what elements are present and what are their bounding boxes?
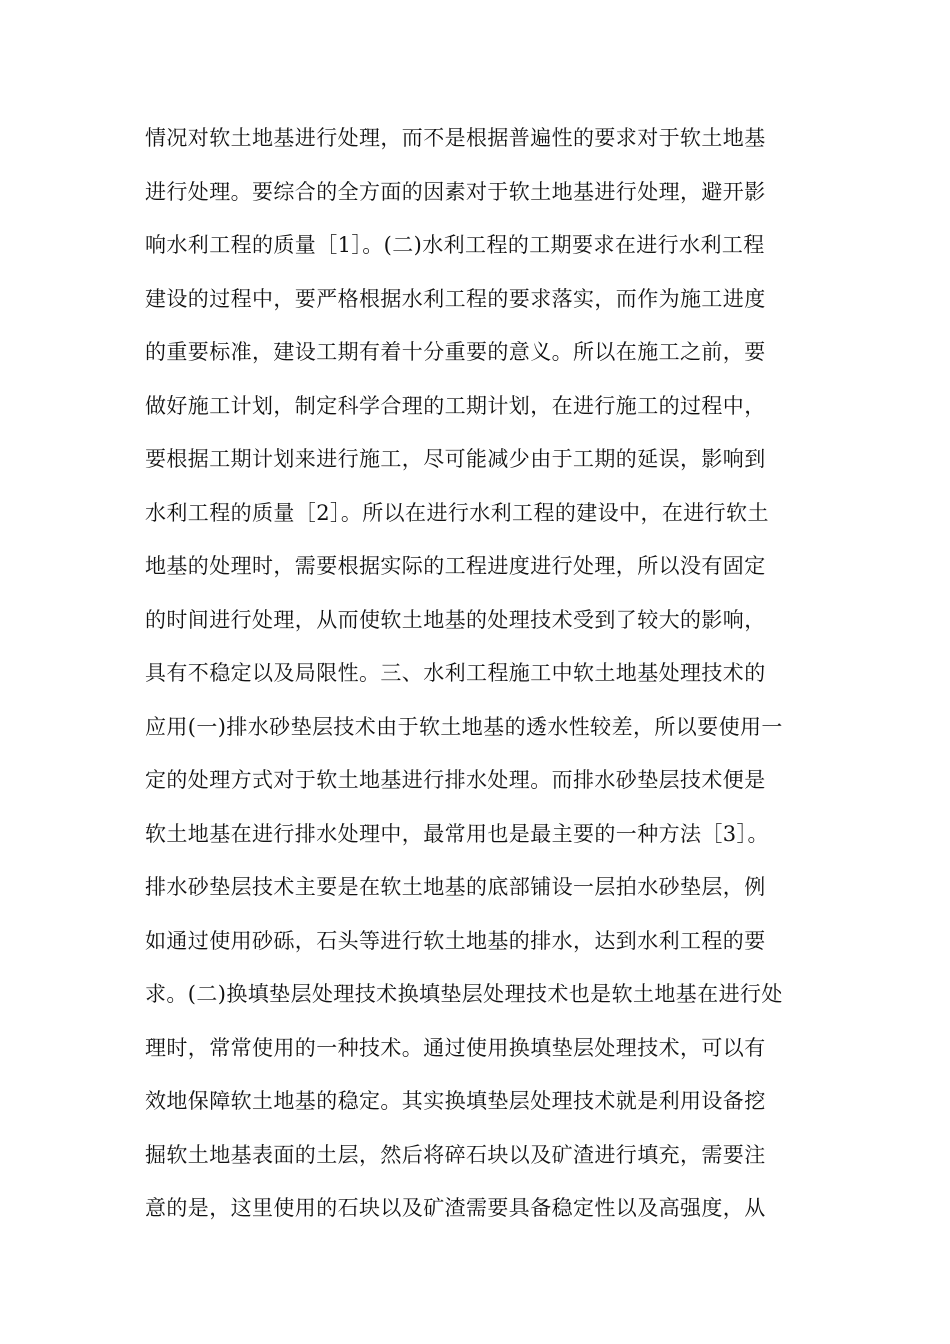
text-line: 做好施工计划，制定科学合理的工期计划，在进行施工的过程中， bbox=[145, 393, 766, 418]
text-line: 情况对软土地基进行处理，而不是根据普遍性的要求对于软土地基 bbox=[145, 126, 766, 150]
text-line: 掘软土地基表面的土层，然后将碎石块以及矿渣进行填充，需要注 bbox=[145, 1142, 766, 1167]
text-line: 如通过使用砂砾，石头等进行软土地基的排水，达到水利工程的要 bbox=[145, 928, 766, 953]
text-line: 地基的处理时，需要根据实际的工程进度进行处理，所以没有固定 bbox=[145, 554, 766, 578]
text-line: 响水利工程的质量［1］。(二)水利工程的工期要求在进行水利工程 bbox=[145, 233, 765, 257]
text-line: 水利工程的质量［2］。所以在进行水利工程的建设中，在进行软土 bbox=[145, 500, 769, 525]
text-line: 应用(一)排水砂垫层技术由于软土地基的透水性较差，所以要使用一 bbox=[145, 714, 783, 739]
text-line: 建设的过程中，要严格根据水利工程的要求落实，而作为施工进度 bbox=[145, 286, 766, 311]
text-line: 意的是，这里使用的石块以及矿渣需要具备稳定性以及高强度，从 bbox=[145, 1196, 766, 1220]
body-text bbox=[145, 112, 825, 1236]
text-line: 具有不稳定以及局限性。三、水利工程施工中软土地基处理技术的 bbox=[145, 661, 766, 685]
text-line: 排水砂垫层技术主要是在软土地基的底部铺设一层拍水砂垫层，例 bbox=[145, 875, 766, 899]
text-line: 效地保障软土地基的稳定。其实换填垫层处理技术就是利用设备挖 bbox=[145, 1089, 766, 1113]
text-line: 理时，常常使用的一种技术。通过使用换填垫层处理技术，可以有 bbox=[145, 1035, 766, 1060]
text-line: 软土地基在进行排水处理中，最常用也是最主要的一种方法［3］。 bbox=[145, 821, 769, 846]
text-line: 要根据工期计划来进行施工，尽可能减少由于工期的延误，影响到 bbox=[145, 447, 766, 471]
text-line: 进行处理。要综合的全方面的因素对于软土地基进行处理，避开影 bbox=[145, 179, 766, 204]
text-line: 定的处理方式对于软土地基进行排水处理。而排水砂垫层技术便是 bbox=[145, 768, 766, 792]
text-line: 求。(二)换填垫层处理技术换填垫层处理技术也是软土地基在进行处 bbox=[145, 982, 783, 1006]
text-line: 的时间进行处理，从而使软土地基的处理技术受到了较大的影响， bbox=[145, 607, 766, 632]
text-line: 的重要标准，建设工期有着十分重要的意义。所以在施工之前，要 bbox=[145, 340, 766, 364]
